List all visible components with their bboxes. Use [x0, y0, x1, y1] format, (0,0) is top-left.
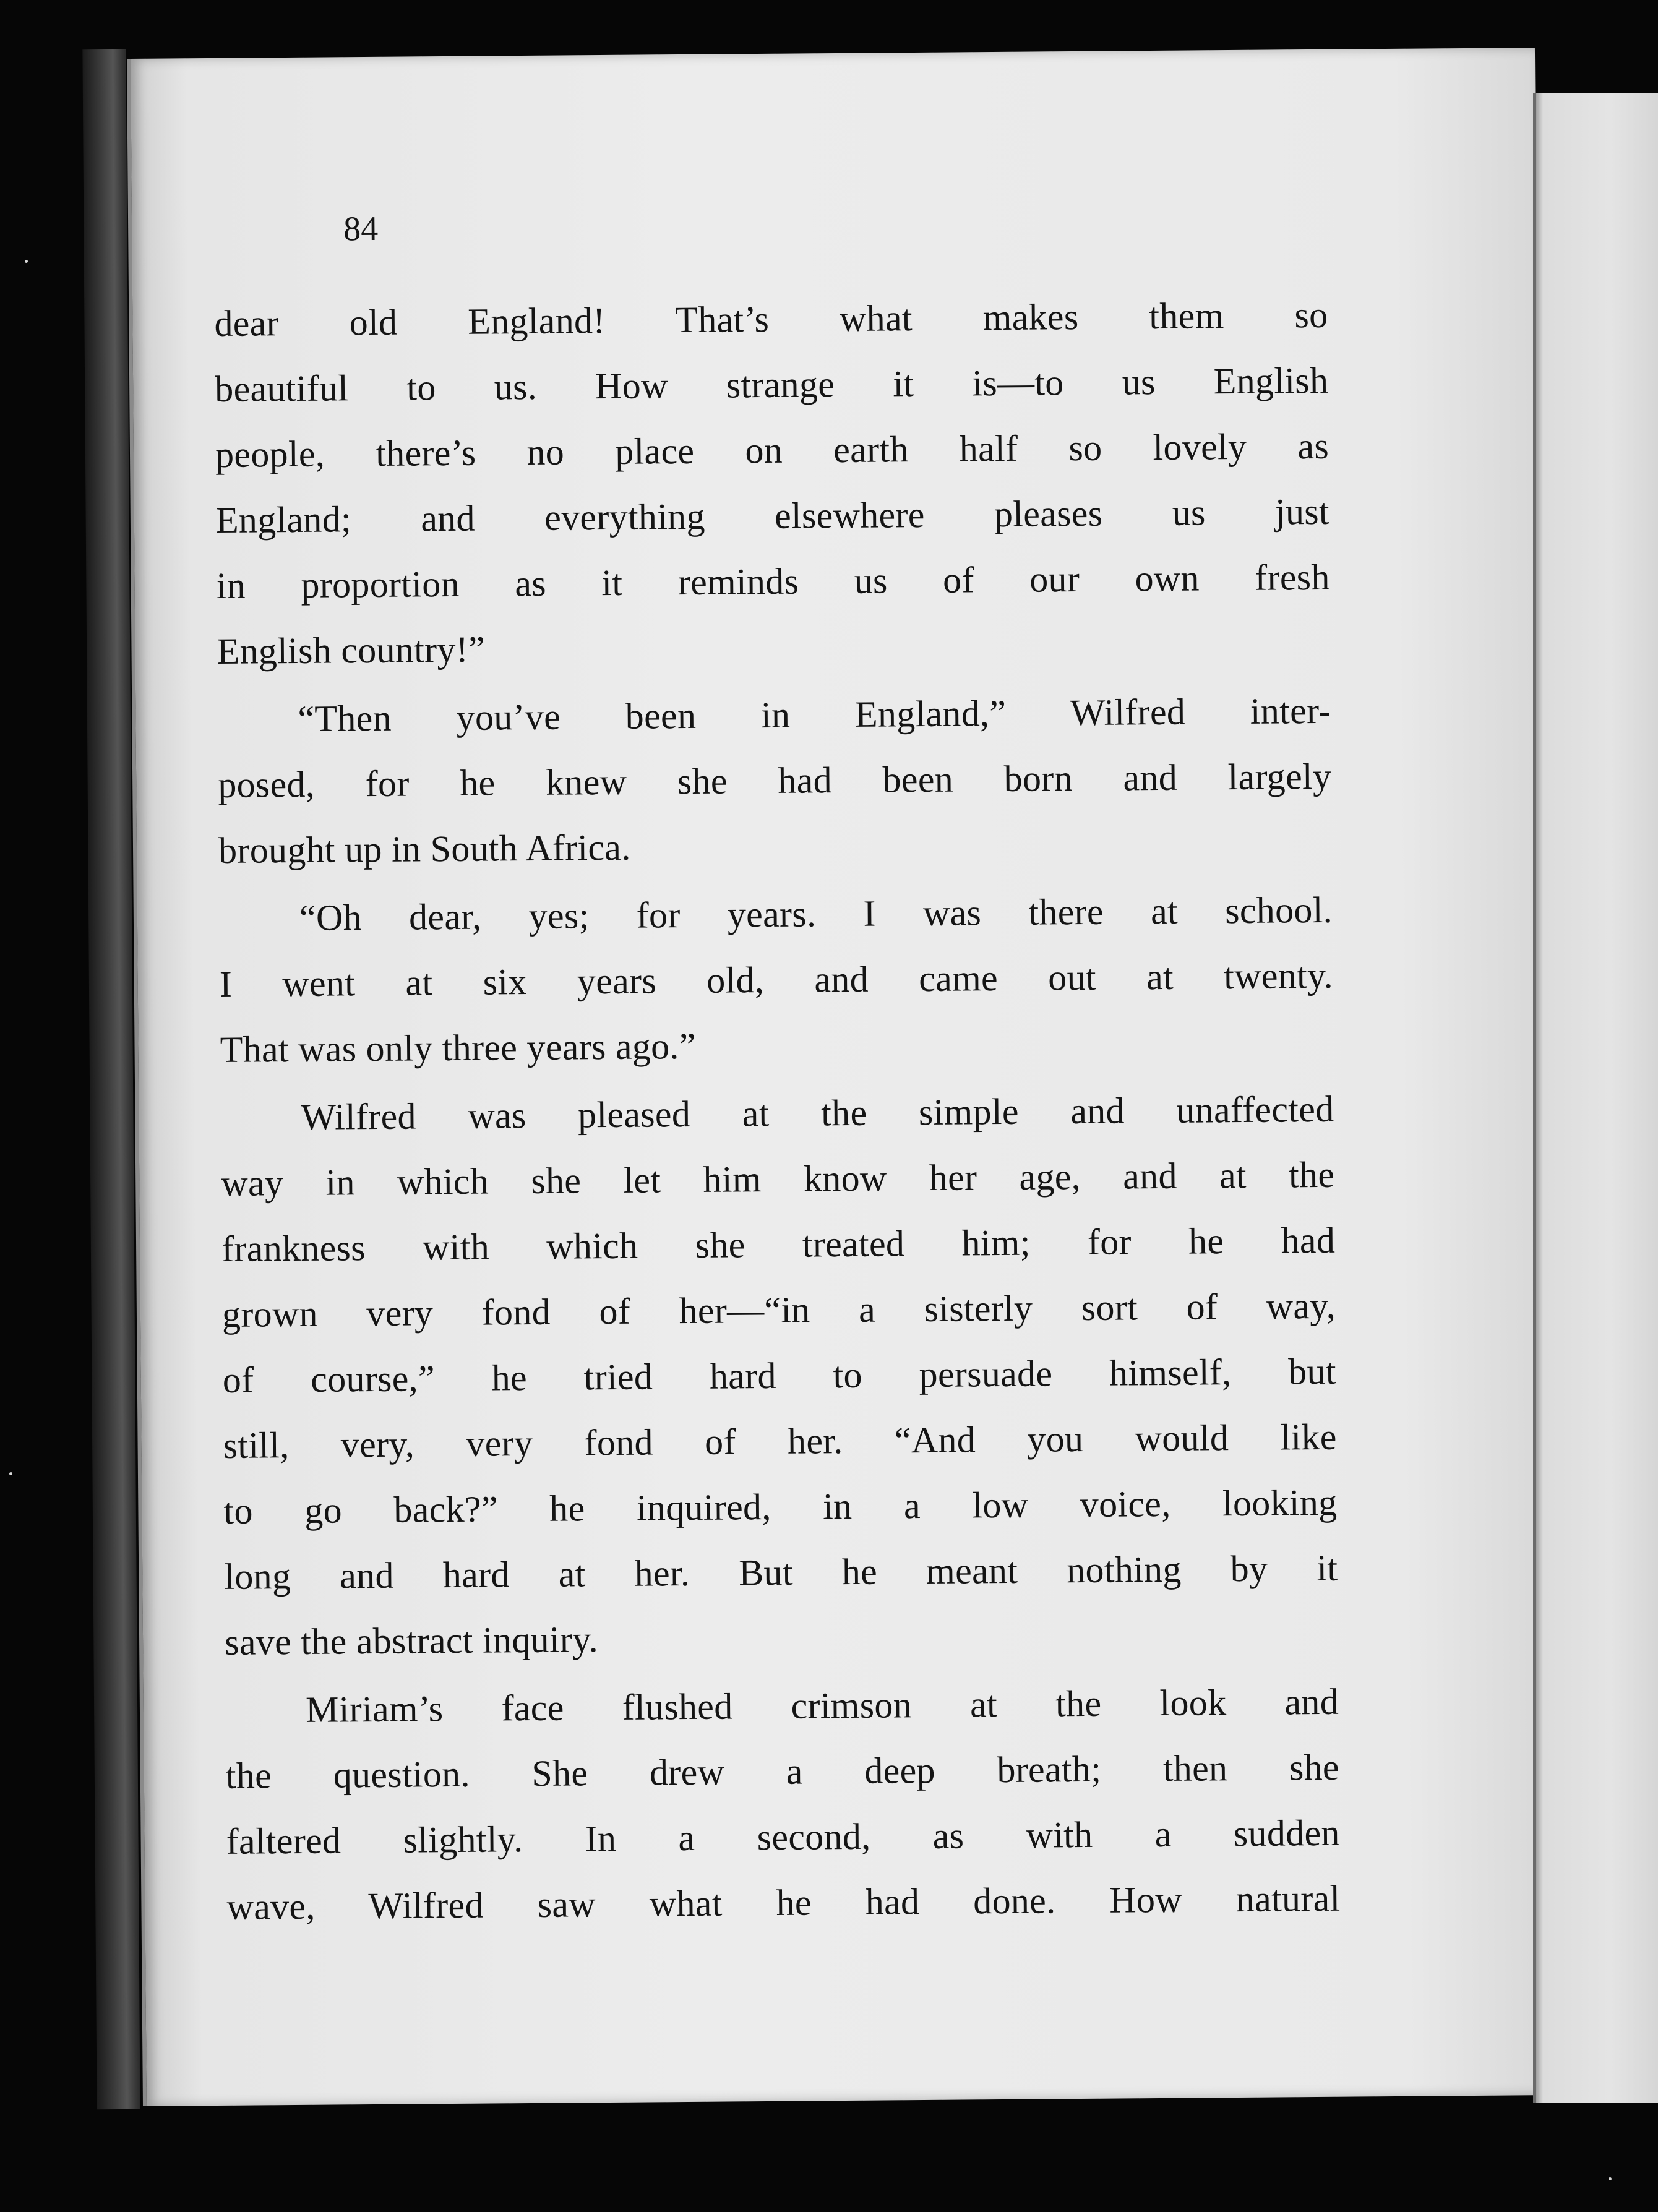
text-line: posed, for he knew she had been born and largely: [218, 755, 1332, 805]
text-line: grown very fond of her—“in a sisterly sort of way,: [221, 1285, 1336, 1335]
text-line: English country!”: [217, 628, 486, 672]
text-line: in proportion as it reminds us of our own fresh: [216, 556, 1330, 606]
text-line: still, very, very fond of her. “And you would like: [223, 1416, 1337, 1466]
text-line: “Oh dear, yes; for years. I was there at school.: [299, 889, 1333, 938]
page-number: 84: [343, 209, 379, 249]
text-line: save the abstract inquiry.: [224, 1619, 599, 1663]
text-line: long and hard at her. But he meant nothing by it: [224, 1547, 1338, 1597]
text-line: to go back?” he inquired, in a low voice, looking: [223, 1481, 1338, 1532]
facing-page-edge: [1533, 93, 1658, 2103]
page-text: [213, 202, 1341, 1940]
text-line: dear old England! That’s what makes them so: [214, 294, 1328, 344]
text-line: people, there’s no place on earth half so lovely as: [215, 425, 1329, 475]
text-line: That was only three years ago.”: [220, 1025, 696, 1070]
text-line: brought up in South Africa.: [218, 826, 631, 871]
text-line: wave, Wilfred saw what he had done. How natural: [226, 1877, 1341, 1927]
text-line: Wilfred was pleased at the simple and unaffected: [301, 1088, 1334, 1138]
dust-speck: [1609, 2177, 1612, 2180]
dust-speck: [9, 1472, 12, 1475]
text-line: the question. She drew a deep breath; then she: [225, 1746, 1340, 1796]
text-line: “Then you’ve been in England,” Wilfred inter-: [298, 690, 1331, 739]
text-line: beautiful to us. How strange it is—to us English: [215, 359, 1329, 409]
dust-speck: [25, 260, 28, 263]
text-line: of course,” he tried hard to persuade himself, but: [222, 1350, 1337, 1400]
text-line: England; and everything elsewhere pleases us just: [215, 491, 1330, 541]
text-lines: [214, 282, 1341, 1940]
text-line: Miriam’s face flushed crimson at the look and: [305, 1681, 1339, 1730]
text-line: frankness with which she treated him; for he had: [221, 1219, 1336, 1269]
text-line: faltered slightly. In a second, as with a sudden: [226, 1812, 1340, 1862]
text-line: I went at six years old, and came out at twenty.: [219, 954, 1334, 1005]
text-line: way in which she let him know her age, and at the: [221, 1154, 1335, 1204]
